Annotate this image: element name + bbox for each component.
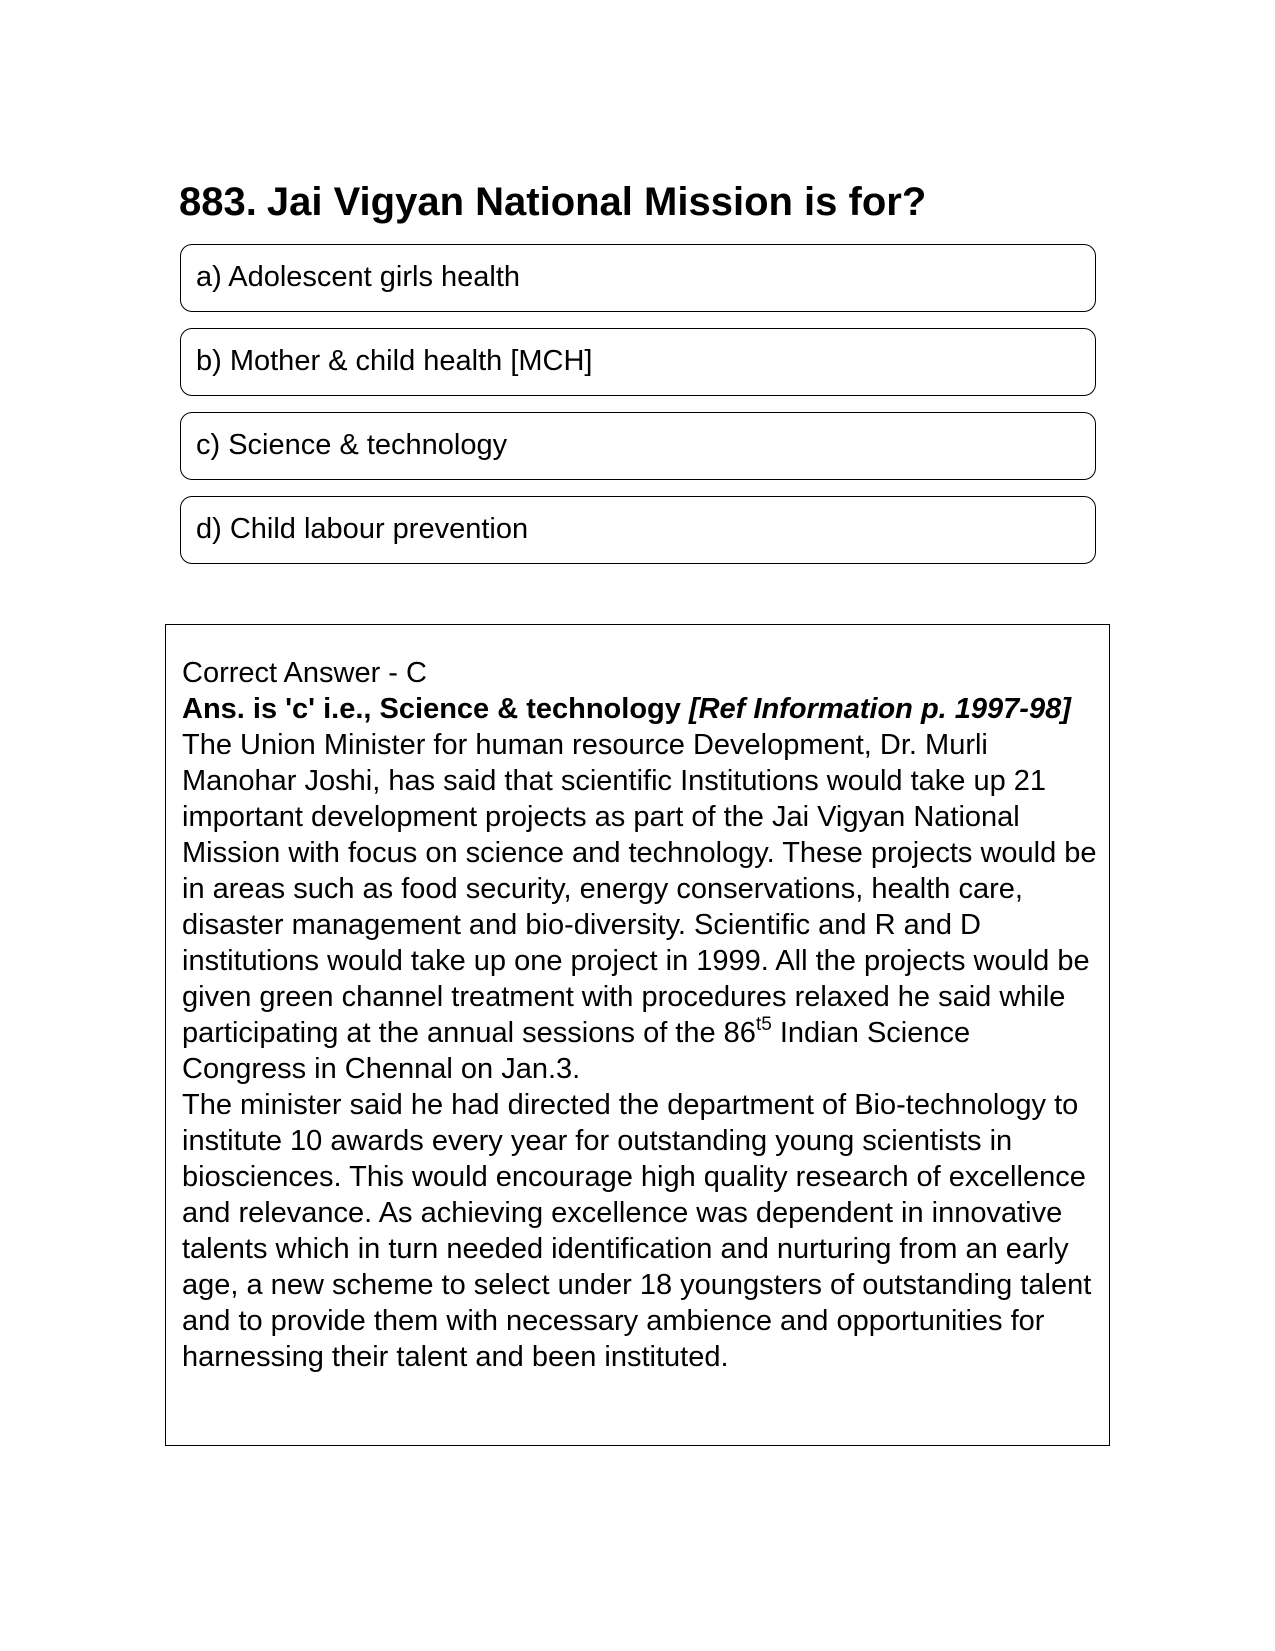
explanation-heading [182,691,1097,727]
reference-citation: [Ref Information p. 1997-98] [688,693,1071,725]
answer-explanation-box [165,624,1110,1446]
correct-answer-line: Correct Answer - C [182,657,427,689]
question-title [179,178,1099,226]
explanation-paragraph-1 [182,727,1097,1087]
question-text: Jai Vigyan National Mission is for? [266,180,927,224]
option-d[interactable]: d) Child labour prevention [180,496,1096,564]
option-a[interactable]: a) Adolescent girls health [180,244,1096,312]
question-number: 883. [179,180,257,224]
option-c[interactable]: c) Science & technology [180,412,1096,480]
explanation-paragraph-2: The minister said he had directed the department of Bio-technology to institute 10 awards every year for outstanding young scientists in biosciences. This would encourage high quality research of excellence and relevance. As achieving excellence was dependent in innovative talents which in turn needed identification and nurturing from an early age, a new scheme to select under 18 youngsters of outstanding talent and to provide them with necessary ambience and opportunities for harnessing their talent and been instituted. [182,1089,1092,1373]
options-list [180,244,1096,580]
option-b[interactable]: b) Mother & child health [MCH] [180,328,1096,396]
explanation-bold: Ans. is 'c' i.e., Science & technology [182,693,689,725]
ordinal-superscript: t5 [755,1014,772,1035]
paragraph-1-text-a: The Union Minister for human resource Development, Dr. Murli Manohar Joshi, has said that scientific Institutions would take up 21 important development projects as part of the Jai Vigyan National Mission with focus on science and technology. These projects would be in areas such as food security, energy conservations, health care, disaster management and bio-diversity. Scientific and R and D institutions would take up one project in 1999. All the projects would be given green channel treatment with procedures relaxed he said while participating at the annual sessions of the 86 [182,729,1097,1049]
paragraph-1-text-b: Indian Science Congress in Chennal on Jan.3. [182,1017,971,1085]
